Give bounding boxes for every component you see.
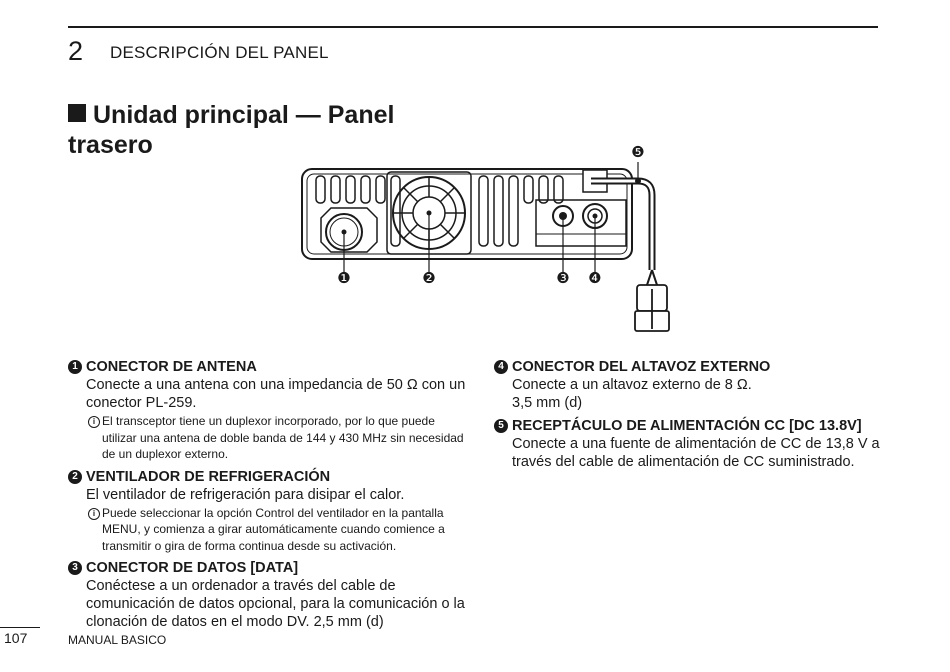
right-column bbox=[494, 358, 894, 476]
chapter-title: DESCRIPCIÓN DEL PANEL bbox=[110, 43, 329, 62]
number-badge: 5 bbox=[494, 419, 508, 433]
item-body: El ventilador de refrigeración para disipar el calor. bbox=[86, 486, 405, 503]
item-note: i El transceptor tiene un duplexor incorporado, por lo que puede utilizar una antena de doble banda de 144 y 430 MHz sin necesidad de un duplexor externo. bbox=[68, 413, 468, 463]
rear-panel-diagram bbox=[295, 140, 685, 340]
square-bullet-icon bbox=[68, 104, 86, 122]
number-badge: 1 bbox=[68, 360, 82, 374]
item-data-connector bbox=[68, 559, 468, 631]
manual-label: MANUAL BASICO bbox=[68, 633, 167, 647]
item-heading: CONECTOR DEL ALTAVOZ EXTERNO bbox=[512, 359, 771, 375]
number-badge: 3 bbox=[68, 561, 82, 575]
number-badge: 4 bbox=[494, 360, 508, 374]
item-body-size: 3,5 mm (d) bbox=[512, 395, 583, 411]
callout-5: ❺ bbox=[631, 143, 645, 161]
item-body: Conecte a un altavoz externo de 8 Ω. bbox=[512, 377, 752, 393]
item-dc-receptacle bbox=[494, 417, 894, 471]
footer-rule bbox=[0, 627, 40, 628]
callout-2: ❷ bbox=[422, 269, 436, 287]
section-title-text: Unidad principal — Panel trasero bbox=[68, 101, 395, 159]
info-icon: i bbox=[88, 508, 100, 520]
callout-1: ❶ bbox=[337, 269, 351, 287]
item-heading: VENTILADOR DE REFRIGERACIÓN bbox=[86, 468, 331, 485]
item-body: Conéctese a un ordenador a través del cable de comunicación de datos opcional, para la comunicación o la clonación de datos en el modo DV. 2,5 mm (d) bbox=[86, 578, 465, 630]
item-body: Conecte a una fuente de alimentación de CC de 13,8 V a través del cable de alimentación de CC suministrado. bbox=[512, 436, 880, 470]
callout-4: ❹ bbox=[588, 269, 602, 287]
item-antenna-connector bbox=[68, 358, 468, 463]
item-heading: CONECTOR DE ANTENA bbox=[86, 359, 257, 375]
chapter-number: 2 bbox=[68, 36, 84, 66]
top-rule bbox=[68, 26, 878, 28]
number-badge: 2 bbox=[68, 470, 82, 484]
item-cooling-fan bbox=[68, 468, 468, 555]
info-icon: i bbox=[88, 416, 100, 428]
callout-3: ❸ bbox=[556, 269, 570, 287]
dc-plug bbox=[635, 285, 669, 331]
item-heading: RECEPTÁCULO DE ALIMENTACIÓN CC [DC 13.8V] bbox=[512, 418, 862, 434]
item-note: i Puede seleccionar la opción Control del ventilador en la pantalla MENU, y comienza a girar automáticamente cuando comience a transmitir o gira de forma continua desde su activación. bbox=[68, 505, 468, 555]
page-number: 107 bbox=[4, 630, 28, 646]
item-heading: CONECTOR DE DATOS [DATA] bbox=[86, 560, 299, 576]
item-speaker-connector bbox=[494, 358, 894, 412]
left-column bbox=[68, 358, 468, 636]
item-body: Conecte a una antena con una impedancia de 50 Ω con un conector PL-259. bbox=[86, 377, 466, 411]
